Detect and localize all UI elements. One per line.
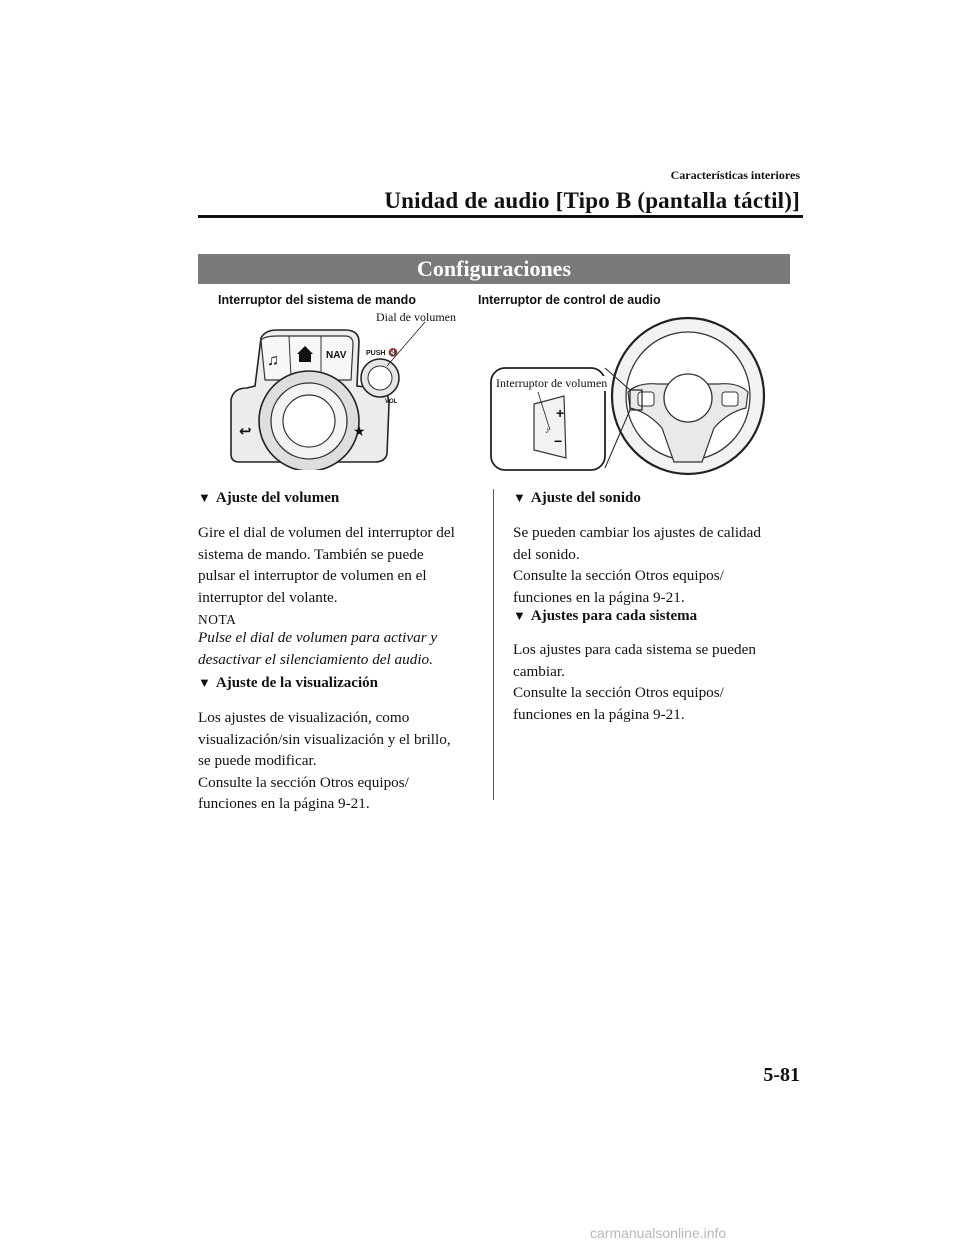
volume-dial-callout: Dial de volumen xyxy=(376,310,456,324)
section-banner: Configuraciones xyxy=(198,254,790,284)
section-label: Características interiores xyxy=(670,168,800,182)
volume-down-icon: − xyxy=(554,433,563,449)
nav-label: NAV xyxy=(326,350,347,361)
heading-volume: ▼ Ajuste del volumen xyxy=(198,490,340,506)
column-divider xyxy=(493,489,494,800)
heading-display: ▼ Ajuste de la visualización xyxy=(198,675,378,691)
note-label: NOTA xyxy=(198,612,237,627)
vol-label: VOL xyxy=(385,399,398,405)
page-number: 5-81 xyxy=(763,1064,800,1086)
push-label: PUSH xyxy=(366,350,386,357)
volume-switch-callout: Interruptor de volumen xyxy=(496,376,608,390)
triangle-marker-icon: ▼ xyxy=(198,490,211,505)
volume-up-icon: + xyxy=(556,405,565,421)
figure-caption-command-switch: Interruptor del sistema de mando xyxy=(218,293,416,307)
commander-switch-figure xyxy=(225,308,475,470)
paragraph-systems: Los ajustes para cada sistema se pueden cambiar. Consulte la sección Otros equipos/ funciones en la página 9-21. xyxy=(513,641,756,723)
paragraph-volume: Gire el dial de volumen del interruptor del sistema de mando. También se puede pulsar el interruptor de volumen en el interruptor del volante. xyxy=(198,524,455,606)
note-text: Pulse el dial de volumen para activar y desactivar el silenciamiento del audio. xyxy=(198,629,438,668)
watermark: carmanualsonline.info xyxy=(590,1225,727,1241)
back-icon: ↩ xyxy=(239,423,252,440)
commander-switch-illustration xyxy=(225,308,475,470)
heading-sound: ▼ Ajuste del sonido xyxy=(513,490,641,506)
paragraph-display: Los ajustes de visualización, como visualización/sin visualización y el brillo, se puede modificar. Consulte la sección Otros equipos/ funciones en la página 9-21. xyxy=(198,709,451,812)
favorites-star-icon: ★ xyxy=(353,423,366,439)
steering-wheel-illustration xyxy=(488,312,778,476)
voice-icon: ♪ xyxy=(545,425,550,435)
callout-leader xyxy=(387,322,425,366)
heading-systems: ▼ Ajustes para cada sistema xyxy=(513,608,698,624)
figure-caption-audio-switch: Interruptor de control de audio xyxy=(478,293,661,307)
header-rule xyxy=(198,215,803,218)
mute-icon: 🔇 xyxy=(388,348,398,357)
triangle-marker-icon: ▼ xyxy=(198,675,211,690)
steering-wheel-figure xyxy=(488,312,778,476)
music-note-icon: ♫ xyxy=(267,352,279,369)
chapter-title: Unidad de audio [Tipo B (pantalla táctil)] xyxy=(384,188,800,213)
paragraph-sound: Se pueden cambiar los ajustes de calidad del sonido. Consulte la sección Otros equipos/ funciones en la página 9-21. xyxy=(513,524,761,606)
triangle-marker-icon: ▼ xyxy=(513,490,526,505)
triangle-marker-icon: ▼ xyxy=(513,608,526,623)
